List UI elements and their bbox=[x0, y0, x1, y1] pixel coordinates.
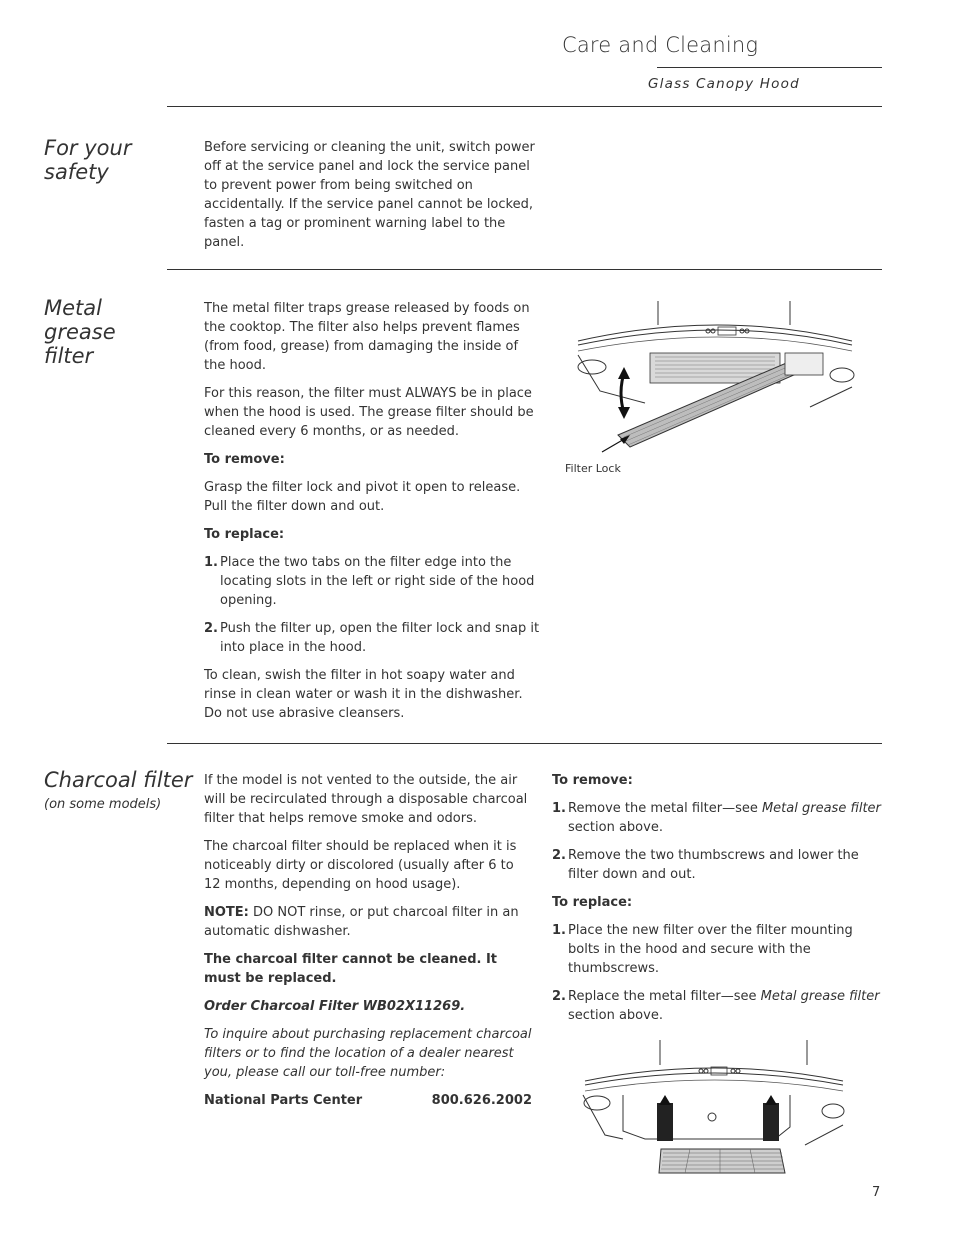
note-text: DO NOT rinse, or put charcoal filter in an automatic dishwasher. bbox=[204, 905, 519, 939]
metal-divider bbox=[167, 743, 882, 744]
charcoal-warning: The charcoal filter cannot be cleaned. It must be replaced. bbox=[204, 952, 498, 986]
step-number: 1. bbox=[552, 801, 566, 816]
step-reference: Metal grease filter bbox=[760, 989, 880, 1004]
metal-title-line1: Metal bbox=[44, 296, 102, 320]
parts-center-row bbox=[204, 1091, 532, 1110]
step-text-main: Replace the metal filter—see bbox=[568, 989, 761, 1004]
charcoal-filter-illustration bbox=[575, 1035, 850, 1180]
step-number: 2. bbox=[552, 848, 566, 863]
note-label: NOTE: bbox=[204, 905, 249, 920]
step-text bbox=[568, 987, 882, 1025]
charcoal-inquire: To inquire about purchasing replacement charcoal filters or to find the location of a dealer nearest you, please call our toll-free number: bbox=[204, 1027, 532, 1080]
charcoal-right-body bbox=[552, 771, 882, 1034]
safety-title-line1: For your bbox=[44, 136, 132, 160]
page-header-title: Care and Cleaning bbox=[562, 33, 759, 57]
metal-filter-para2: For this reason, the filter must ALWAYS be in place when the hood is used. The grease filter should be cleaned every 6 months, or as needed. bbox=[204, 386, 534, 439]
step-text: Place the new filter over the filter mounting bolts in the hood and secure with the thumbscrews. bbox=[568, 923, 853, 976]
charcoal-replace-heading: To replace: bbox=[552, 895, 633, 910]
metal-filter-para1: The metal filter traps grease released by foods on the cooktop. The filter also helps prevent flames (from food, grease) from damaging the inside of the hood. bbox=[204, 301, 530, 373]
step-number: 1. bbox=[552, 923, 566, 938]
charcoal-remove-step-2 bbox=[552, 846, 882, 884]
charcoal-section-title: Charcoal filter bbox=[44, 768, 193, 792]
header-rule bbox=[167, 106, 882, 107]
metal-replace-step-1 bbox=[204, 553, 542, 610]
charcoal-remove-heading: To remove: bbox=[552, 773, 633, 788]
metal-remove-text: Grasp the filter lock and pivot it open to release. Pull the filter down and out. bbox=[204, 480, 521, 514]
metal-replace-heading: To replace: bbox=[204, 527, 285, 542]
charcoal-para1: If the model is not vented to the outside, the air will be recirculated through a disposable charcoal filter that helps remove smoke and odors. bbox=[204, 773, 528, 826]
metal-title-line2: grease bbox=[44, 320, 116, 344]
step-text: Push the filter up, open the filter lock and snap it into place in the hood. bbox=[220, 621, 540, 655]
step-text: Place the two tabs on the filter edge into the locating slots in the left or right side of the hood opening. bbox=[220, 555, 535, 608]
header-rule-short bbox=[657, 67, 882, 68]
charcoal-replace-step-1 bbox=[552, 921, 882, 978]
metal-filter-illustration bbox=[560, 295, 860, 455]
safety-section-title bbox=[44, 136, 131, 184]
step-text-tail: section above. bbox=[568, 820, 663, 835]
metal-filter-section-title bbox=[44, 296, 116, 368]
metal-remove-heading: To remove: bbox=[204, 452, 285, 467]
charcoal-replace-step-2 bbox=[552, 987, 882, 1025]
step-number: 1. bbox=[204, 555, 218, 570]
parts-center-name: National Parts Center bbox=[204, 1093, 363, 1108]
step-text-main: Remove the metal filter—see bbox=[568, 801, 762, 816]
charcoal-section-note: (on some models) bbox=[44, 797, 162, 812]
charcoal-para2: The charcoal filter should be replaced when it is noticeably dirty or discolored (usually after 6 to 12 months, depending on hood usage). bbox=[204, 839, 517, 892]
step-number: 2. bbox=[204, 621, 218, 636]
metal-replace-step-2 bbox=[204, 619, 542, 657]
step-text-tail: section above. bbox=[568, 1008, 663, 1023]
page-number: 7 bbox=[872, 1185, 881, 1200]
safety-title-line2: safety bbox=[44, 160, 109, 184]
metal-filter-body bbox=[204, 299, 542, 732]
step-text: Remove the two thumbscrews and lower the filter down and out. bbox=[568, 848, 859, 882]
safety-divider bbox=[167, 269, 882, 270]
figure-caption-filter-lock: Filter Lock bbox=[565, 462, 621, 475]
charcoal-left-body bbox=[204, 771, 532, 1110]
metal-title-line3: filter bbox=[44, 344, 94, 368]
page-header-subtitle: Glass Canopy Hood bbox=[648, 76, 800, 92]
charcoal-order: Order Charcoal Filter WB02X11269. bbox=[204, 999, 466, 1014]
safety-paragraph: Before servicing or cleaning the unit, switch power off at the service panel and lock the service panel to prevent power from being switched on accidentally. If the service panel cannot be locked, fasten a tag or prominent warning label to the panel. bbox=[204, 140, 535, 250]
charcoal-remove-step-1 bbox=[552, 799, 882, 837]
metal-clean-text: To clean, swish the filter in hot soapy water and rinse in clean water or wash it in the dishwasher. Do not use abrasive cleansers. bbox=[204, 668, 523, 721]
safety-text bbox=[204, 138, 539, 261]
step-number: 2. bbox=[552, 989, 566, 1004]
charcoal-note bbox=[204, 903, 532, 941]
parts-center-phone: 800.626.2002 bbox=[431, 1093, 532, 1108]
step-reference: Metal grease filter bbox=[761, 801, 881, 816]
step-text bbox=[568, 799, 882, 837]
